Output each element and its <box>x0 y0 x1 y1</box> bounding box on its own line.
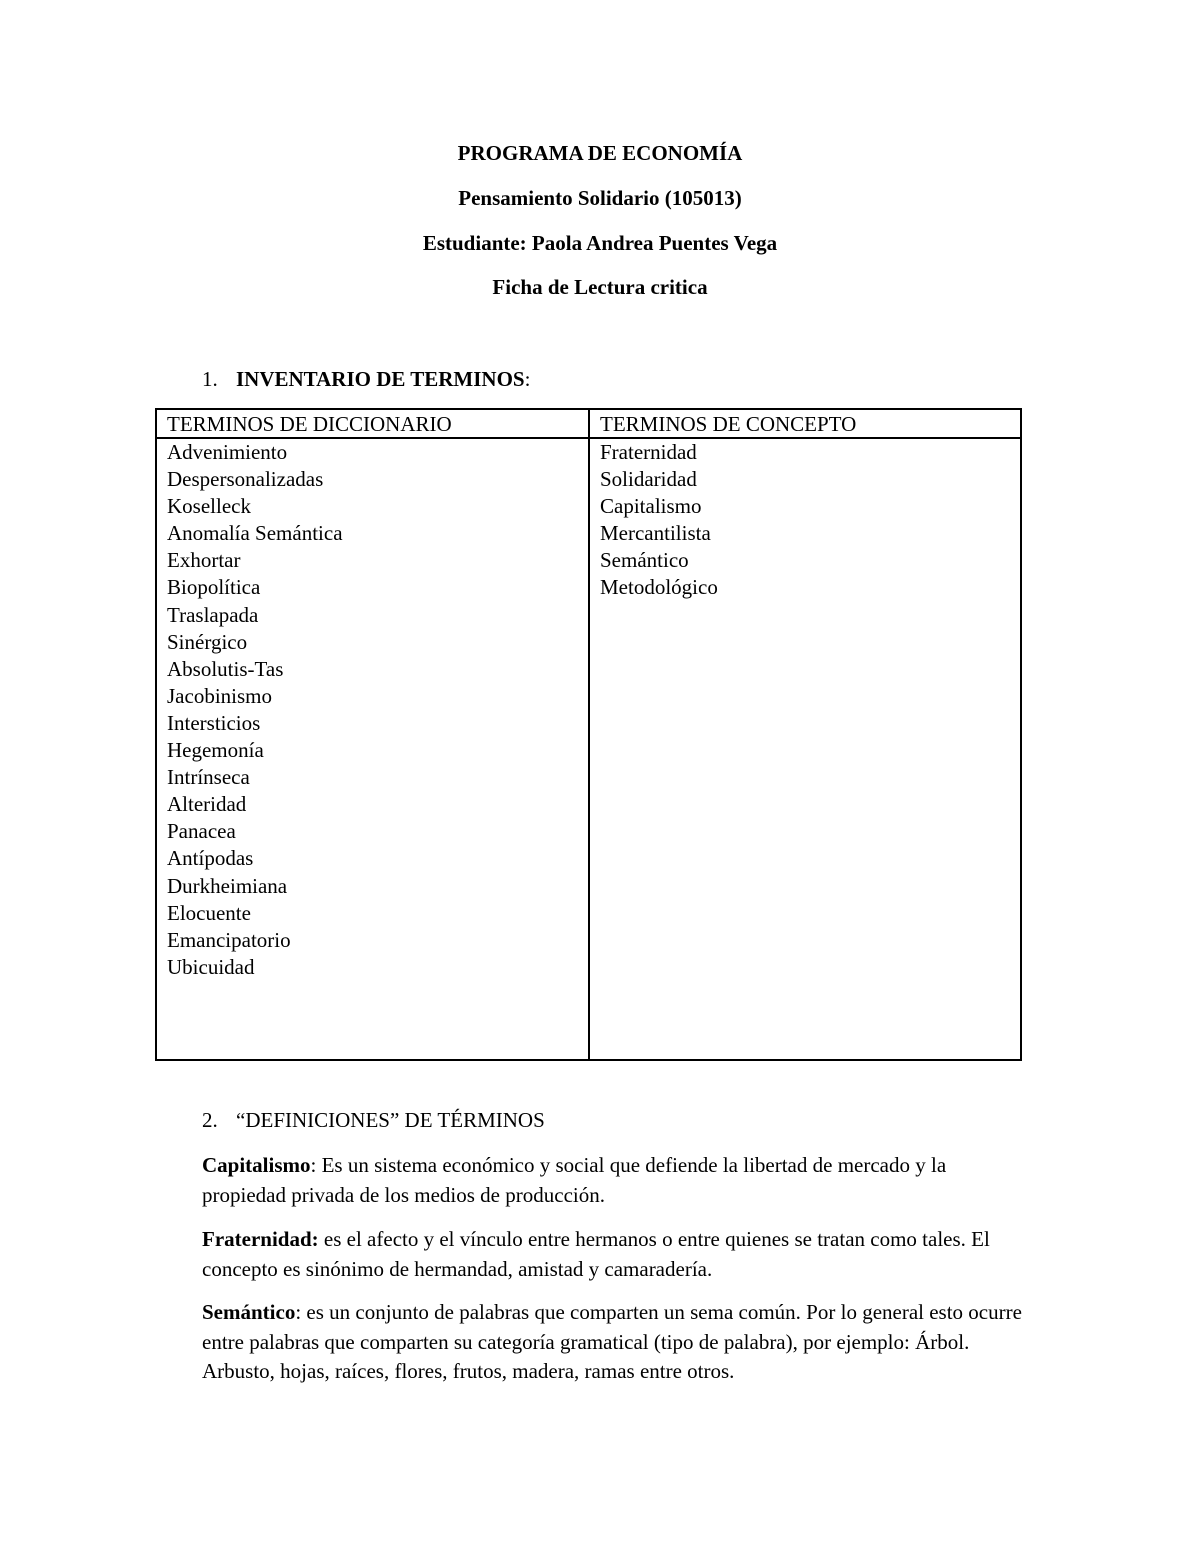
table-row <box>156 438 1021 1060</box>
list-item: Jacobinismo <box>167 683 272 708</box>
list-item: Ubicuidad <box>167 954 255 979</box>
student-name: Estudiante: Paola Andrea Puentes Vega <box>422 231 778 255</box>
concept-terms-list <box>600 439 1010 602</box>
list-item: Panacea <box>167 819 236 844</box>
document-title: PROGRAMA DE ECONOMÍA <box>457 141 743 165</box>
definition-term: Semántico <box>202 1300 296 1324</box>
concept-terms-cell <box>589 438 1021 1060</box>
section-number: 2. <box>202 1108 218 1132</box>
list-item: Intersticios <box>167 710 261 735</box>
definition-text: es un conjunto de palabras que comparten un sema común. Por lo general esto ocurre entre palabras que comparten su categoría gramatical (tipo de palabra), por ejemplo: Árbol. Arbusto, hojas, raíces, flores, frutos, madera, ramas entre otros. <box>202 1300 1022 1383</box>
list-item: Traslapada <box>167 602 259 627</box>
list-item: Antípodas <box>167 846 254 871</box>
list-item: Durkheimiana <box>167 873 288 898</box>
list-item: Hegemonía <box>167 738 264 763</box>
list-item: Biopolítica <box>167 575 261 600</box>
list-item: Mercantilista <box>600 521 711 546</box>
section-number: 1. <box>202 367 218 391</box>
section-heading-inventario <box>202 366 530 392</box>
list-item: Despersonalizadas <box>167 467 324 492</box>
col-header-dictionary: TERMINOS DE DICCIONARIO <box>156 409 589 438</box>
definition-fraternidad <box>202 1225 1032 1284</box>
list-item: Exhortar <box>167 548 241 573</box>
section-title-suffix: : <box>524 367 531 391</box>
list-item: Advenimiento <box>167 440 288 464</box>
definition-semantico <box>202 1298 1032 1387</box>
list-item: Semántico <box>600 548 689 573</box>
list-item: Koselleck <box>167 494 251 519</box>
dictionary-terms-list <box>167 439 578 981</box>
definition-term: Capitalismo <box>202 1153 311 1177</box>
list-item: Intrínseca <box>167 765 250 790</box>
definition-text: Es un sistema económico y social que defiende la libertad de mercado y la propiedad privada de los medios de producción. <box>202 1153 947 1207</box>
document-type: Ficha de Lectura critica <box>492 275 708 299</box>
list-item: Capitalismo <box>600 494 702 519</box>
list-item: Alteridad <box>167 792 247 817</box>
table-header-row <box>156 409 1021 438</box>
list-item: Elocuente <box>167 900 251 925</box>
definition-separator: : <box>310 1153 322 1177</box>
list-item: Anomalía Semántica <box>167 521 343 546</box>
list-item: Fraternidad <box>600 440 697 464</box>
dictionary-terms-cell <box>156 438 589 1060</box>
list-item: Absolutis-Tas <box>167 656 284 681</box>
list-item: Sinérgico <box>167 629 248 654</box>
section-title: INVENTARIO DE TERMINOS <box>236 367 525 391</box>
definition-capitalismo <box>202 1151 1032 1210</box>
section-heading-definiciones <box>202 1107 545 1133</box>
list-item: Solidaridad <box>600 467 697 492</box>
definition-term: Fraternidad: <box>202 1227 319 1251</box>
terms-table <box>155 408 1022 1061</box>
definition-text: es el afecto y el vínculo entre hermanos o entre quienes se tratan como tales. El concepto es sinónimo de hermandad, amistad y camaradería. <box>202 1227 990 1281</box>
list-item: Metodológico <box>600 575 718 600</box>
section-title: “DEFINICIONES” DE TÉRMINOS <box>236 1108 545 1132</box>
definition-separator: : <box>295 1300 307 1324</box>
course-name: Pensamiento Solidario (105013) <box>458 186 742 210</box>
list-item: Emancipatorio <box>167 927 291 952</box>
col-header-concept: TERMINOS DE CONCEPTO <box>589 409 1021 438</box>
